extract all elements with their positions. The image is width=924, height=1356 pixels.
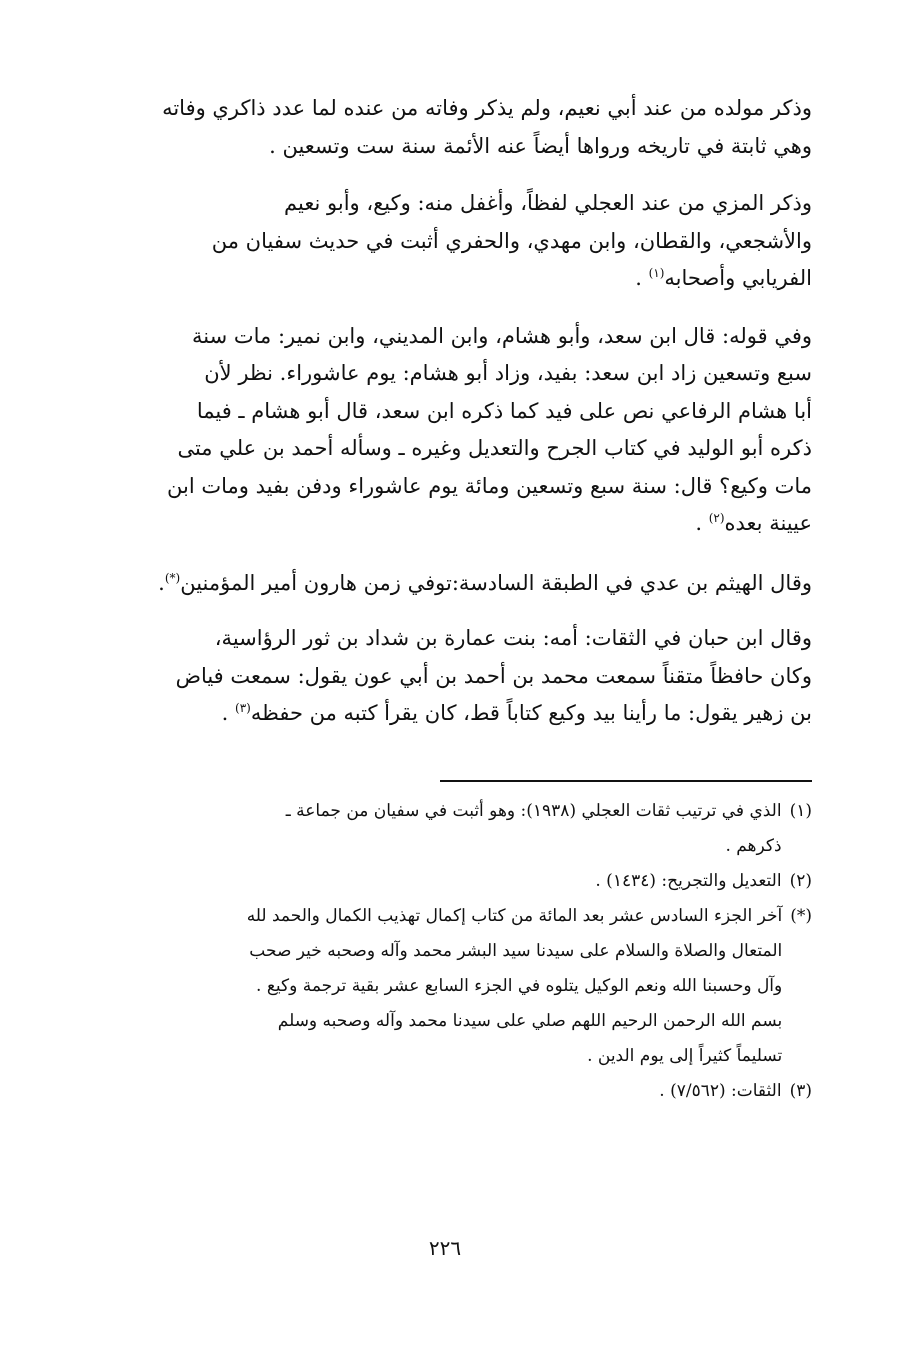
footnote-line: المتعال والصلاة والسلام على سيدنا سيد البشر محمد وآله وصحبه خير صحب bbox=[249, 941, 783, 961]
footnote-1 bbox=[78, 794, 812, 864]
text-line: وذكر مولده من عند أبي نعيم، ولم يذكر وفاته من عنده لما عدد ذاكري وفاته bbox=[162, 96, 812, 120]
text-line: ذكره أبو الوليد في كتاب الجرح والتعديل وغيره ـ وسأله أحمد بن علي متى bbox=[177, 436, 812, 460]
footnote-body bbox=[78, 899, 782, 1074]
footnote-line: وآل وحسبنا الله ونعم الوكيل يتلوه في الجزء السابع عشر بقية ترجمة وكيع . bbox=[256, 976, 783, 996]
footnote-line: الثقات: (٧/٥٦٢) . bbox=[659, 1081, 782, 1101]
text-line: سبع وتسعين زاد ابن سعد: بفيد، وزاد أبو هشام: يوم عاشوراء. نظر لأن bbox=[204, 361, 812, 385]
footnote-marker: (٢) bbox=[789, 871, 812, 891]
footnotes bbox=[78, 794, 812, 1109]
footnote-line: التعديل والتجريح: (١٤٣٤) . bbox=[595, 871, 782, 891]
footnote-marker: (١) bbox=[789, 801, 812, 821]
text-line: أبا هشام الرفاعي نص على فيد كما ذكره ابن سعد، قال أبو هشام ـ فيما bbox=[196, 398, 812, 423]
text-line: وقال ابن حبان في الثقات: أمه: بنت عمارة بن شداد بن ثور الرؤاسية، bbox=[214, 626, 812, 650]
footnote-separator bbox=[440, 780, 812, 782]
main-text bbox=[78, 90, 812, 733]
book-page bbox=[78, 78, 812, 1278]
text-line: وهي ثابتة في تاريخه ورواها أيضاً عنه الأئمة سنة ست وتسعين . bbox=[269, 133, 812, 158]
footnote-marker: (*) bbox=[790, 906, 812, 926]
text-tail: . bbox=[695, 511, 709, 535]
footnote-body bbox=[78, 1074, 782, 1109]
footnote-line: الذي في ترتيب ثقات العجلي (١٩٣٨): وهو أثبت في سفيان من جماعة ـ bbox=[285, 801, 782, 821]
text-line: مات وكيع؟ قال: سنة سبع وتسعين ومائة يوم عاشوراء ودفن بفيد ومات ابن bbox=[167, 473, 812, 498]
paragraph-4 bbox=[78, 565, 812, 603]
footnote-3 bbox=[78, 1074, 812, 1109]
footnote-line: بسم الله الرحمن الرحيم اللهم صلي على سيدنا محمد وآله وصحبه وسلم bbox=[277, 1011, 783, 1031]
text-line: الفريابي وأصحابه bbox=[664, 266, 812, 290]
text-line: وكان حافظاً متقناً سمعت محمد بن أحمد بن أبي عون يقول: سمعت فياض bbox=[175, 663, 812, 688]
text-line: وفي قوله: قال ابن سعد، وأبو هشام، وابن المديني، وابن نمير: مات سنة bbox=[191, 323, 812, 348]
footnote-line: تسليماً كثيراً إلى يوم الدين . bbox=[587, 1046, 783, 1066]
text-line: وذكر المزي من عند العجلي لفظاً، وأغفل منه: وكيع، وأبو نعيم bbox=[284, 191, 812, 215]
text-line: بن زهير يقول: ما رأينا بيد وكيع كتاباً قط، كان يقرأ كتبه من حفظه bbox=[250, 701, 812, 725]
footnote-line: ذكرهم . bbox=[725, 836, 782, 856]
page-number: ٢٢٦ bbox=[428, 1236, 462, 1260]
footnote-2 bbox=[78, 864, 812, 899]
footnote-star bbox=[78, 899, 812, 1074]
footnote-ref: (٣) bbox=[235, 701, 251, 715]
footnote-marker: (٣) bbox=[789, 1081, 812, 1101]
footnote-body bbox=[78, 864, 782, 899]
paragraph-5 bbox=[78, 620, 812, 733]
text-line: والأشجعي، والقطان، وابن مهدي، والحفري أثبت في حديث سفيان من bbox=[211, 228, 812, 253]
paragraph-1 bbox=[78, 90, 812, 165]
footnote-body bbox=[78, 794, 782, 864]
footnote-line: آخر الجزء السادس عشر بعد المائة من كتاب إكمال تهذيب الكمال والحمد لله bbox=[246, 906, 783, 926]
text-line: عيينة بعده bbox=[724, 511, 812, 535]
text-line: وقال الهيثم بن عدي في الطبقة السادسة:توفي زمن هارون أمير المؤمنين bbox=[180, 570, 812, 595]
paragraph-2 bbox=[78, 185, 812, 298]
footnote-ref: (١) bbox=[648, 266, 665, 280]
paragraph-3 bbox=[78, 318, 812, 543]
text-tail: . bbox=[221, 701, 236, 725]
footnote-ref: (٢) bbox=[708, 511, 725, 525]
text-tail: . bbox=[635, 266, 649, 290]
footnote-ref: (*) bbox=[164, 570, 181, 585]
text-tail: . bbox=[158, 570, 165, 595]
